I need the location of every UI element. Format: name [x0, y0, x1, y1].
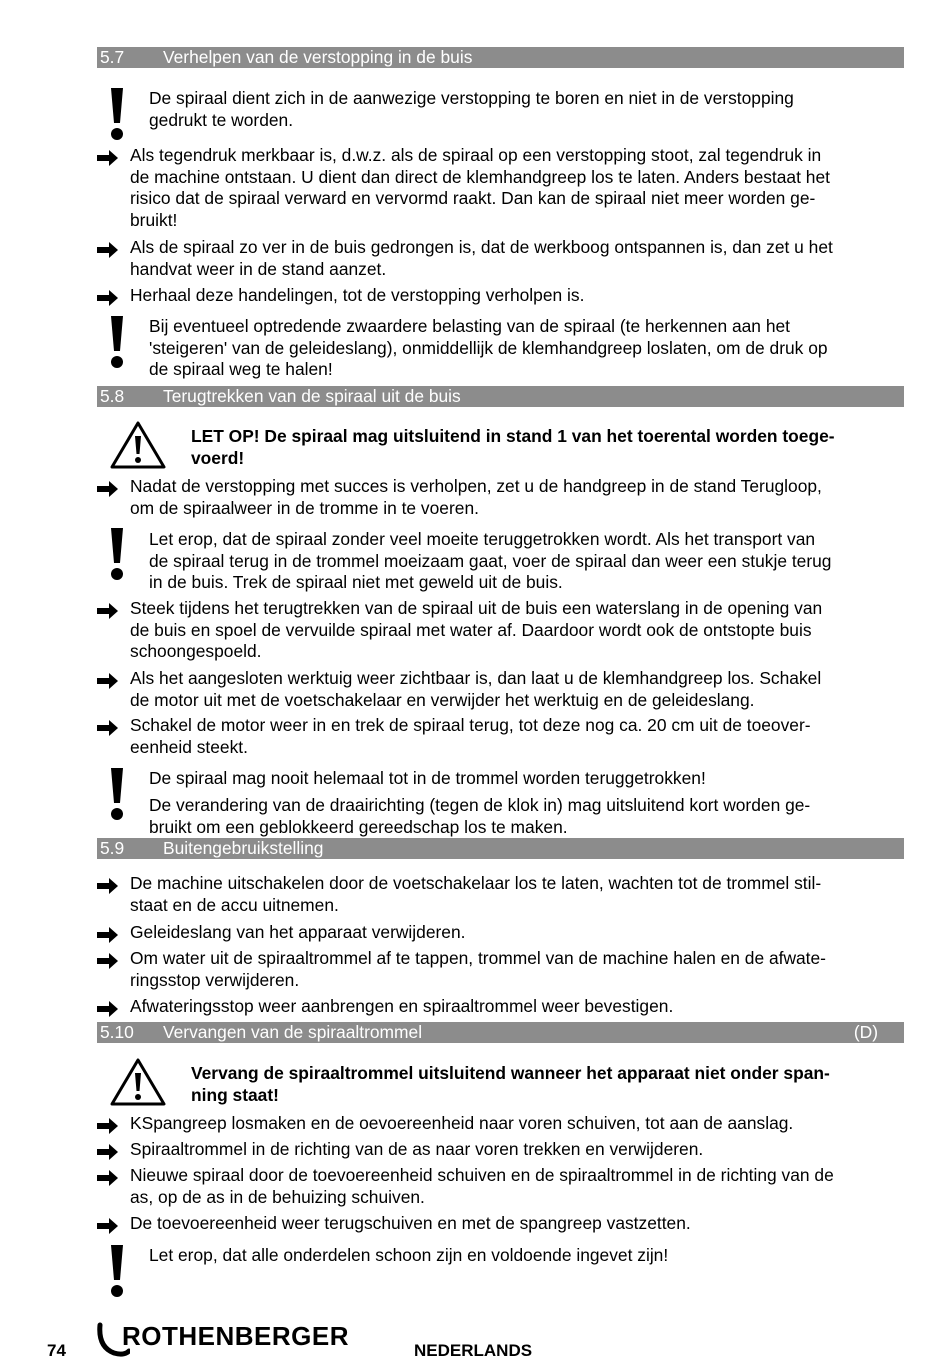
text-line: bruikt om een geblokkeerd gereedschap los te maken.	[149, 816, 568, 837]
brand-logo	[96, 1321, 350, 1357]
arrow-right-icon	[97, 719, 119, 737]
arrow-right-icon	[97, 1143, 119, 1161]
text-line: Schakel de motor weer in en trek de spiraal terug, tot deze nog ca. 20 cm uit de toeover-	[130, 715, 811, 735]
text-line: De toevoereenheid weer terugschuiven en met de spangreep vastzetten.	[130, 1213, 691, 1233]
text-line: eenheid steekt.	[130, 736, 248, 757]
text-line: De verandering van de draairichting (tegen de klok in) mag uitsluitend kort worden ge-	[149, 795, 811, 815]
section-number: 5.7	[100, 47, 125, 67]
arrow-right-icon	[97, 241, 119, 259]
arrow-right-icon	[97, 1217, 119, 1235]
arrow-right-icon	[97, 952, 119, 970]
text-line: De machine uitschakelen door de voetschakelaar los te laten, wachten tot de trommel stil-	[130, 873, 822, 893]
text-line: Let erop, dat alle onderdelen schoon zijn en voldoende ingevet zijn!	[149, 1245, 669, 1265]
arrow-right-icon	[97, 1000, 119, 1018]
text-line: LET OP! De spiraal mag uitsluitend in stand 1 van het toerental worden toege-	[191, 426, 835, 446]
arrow-right-icon	[97, 480, 119, 498]
note-text	[149, 316, 901, 381]
text-line: voerd!	[191, 447, 245, 468]
exclamation-icon	[108, 88, 126, 142]
text-line: handvat weer in de stand aanzet.	[130, 258, 387, 279]
text-line: bruikt!	[130, 209, 178, 230]
text-line: de spiraal terug in de trommel moeizaam gaat, voer de spiraal dan weer een stukje terug	[149, 550, 832, 571]
text-line: Vervang de spiraaltrommel uitsluitend wanneer het apparaat niet onder span-	[191, 1063, 830, 1083]
step-text	[130, 476, 900, 519]
text-line: schoongespoeld.	[130, 641, 262, 661]
text-line: Geleideslang van het apparaat verwijderen.	[130, 922, 466, 942]
text-line: ringsstop verwijderen.	[130, 969, 300, 990]
text-line: Let erop, dat de spiraal zonder veel moeite teruggetrokken wordt. Als het transport van	[149, 529, 816, 549]
exclamation-icon	[108, 528, 126, 582]
section-number: 5.8	[100, 386, 125, 406]
text-line: De spiraal mag nooit helemaal tot in de trommel worden teruggetrokken!	[149, 768, 706, 788]
warning-triangle-icon	[109, 420, 167, 470]
text-line: Herhaal deze handelingen, tot de verstopping verholpen is.	[130, 285, 585, 305]
arrow-right-icon	[97, 1169, 119, 1187]
text-line: Als tegendruk merkbaar is, d.w.z. als de spiraal op een verstopping stoot, zal tegendruk in	[130, 145, 822, 165]
step-text	[130, 285, 900, 307]
arrow-right-icon	[97, 1117, 119, 1135]
text-line: de spiraal weg te halen!	[149, 359, 333, 379]
step-text	[130, 598, 900, 663]
exclamation-icon	[108, 316, 126, 370]
text-line: om de spiraalweer in de tromme in te voeren.	[130, 497, 479, 518]
text-line: KSpangreep losmaken en de oevoereenheid naar voren schuiven, tot aan de aanslag.	[130, 1113, 794, 1133]
step-text	[130, 996, 900, 1018]
text-line: gedrukt te worden.	[149, 109, 294, 130]
section-title: Terugtrekken van de spiraal uit de buis	[163, 386, 461, 406]
brand-name: ROTHENBERGER	[122, 1321, 350, 1351]
arrow-right-icon	[97, 926, 119, 944]
section-header-5-7	[97, 47, 904, 68]
text-line: de machine ontstaan. U dient dan direct de klemhandgreep los te laten. Anders bestaat het	[130, 166, 830, 187]
text-line: as, op de as in de behuizing schuiven.	[130, 1186, 425, 1207]
step-text	[130, 1139, 900, 1161]
section-number: 5.9	[100, 838, 125, 858]
note-text	[149, 88, 901, 131]
text-line: De spiraal dient zich in de aanwezige verstopping te boren en niet in de verstopping	[149, 88, 794, 108]
note-text	[149, 529, 901, 594]
text-line: ning staat!	[191, 1084, 279, 1105]
text-line: Om water uit de spiraaltrommel af te tappen, trommel van de machine halen en de afwate-	[130, 948, 826, 968]
step-text	[130, 1113, 900, 1135]
language-label: NEDERLANDS	[414, 1341, 533, 1360]
warning-triangle-icon	[109, 1057, 167, 1107]
section-title: Vervangen van de spiraaltrommel	[163, 1022, 423, 1042]
text-line: Steek tijdens het terugtrekken van de spiraal uit de buis een waterslang in de opening van	[130, 598, 823, 618]
text-line: Als het aangesloten werktuig weer zichtbaar is, dan laat u de klemhandgreep los. Schakel	[130, 668, 822, 688]
text-line: staat en de accu uitnemen.	[130, 894, 339, 915]
text-line: 'steigeren' van de geleideslang), onmiddellijk de klemhandgreep loslaten, om de druk op	[149, 337, 828, 358]
text-line: Afwateringsstop weer aanbrengen en spiraaltrommel weer bevestigen.	[130, 996, 674, 1016]
text-line: de motor uit met de voetschakelaar en verwijder het werktuig en de geleideslang.	[130, 689, 755, 710]
arrow-right-icon	[97, 672, 119, 690]
step-text	[130, 668, 900, 711]
warning-text	[191, 1063, 901, 1106]
section-tag: (D)	[853, 1022, 878, 1042]
text-line: Bij eventueel optredende zwaardere belasting van de spiraal (te herkennen aan het	[149, 316, 790, 336]
page-number: 74	[47, 1341, 66, 1360]
exclamation-icon	[108, 768, 126, 822]
section-header-5-9	[97, 838, 904, 859]
text-line: Nadat de verstopping met succes is verholpen, zet u de handgreep in de stand Terugloop,	[130, 476, 822, 496]
text-line: Spiraaltrommel in de richting van de as naar voren trekken en verwijderen.	[130, 1139, 704, 1159]
arrow-right-icon	[97, 149, 119, 167]
note-text	[149, 795, 901, 838]
step-text	[130, 715, 900, 758]
text-line: de buis en spoel de vervuilde spiraal met water af. Daardoor wordt ook de ontstopte buis	[130, 619, 812, 640]
arrow-right-icon	[97, 289, 119, 307]
text-line: Als de spiraal zo ver in de buis gedrongen is, dat de werkboog ontspannen is, dan zet u het	[130, 237, 833, 257]
section-number: 5.10	[100, 1022, 134, 1042]
step-text	[130, 145, 900, 231]
note-text	[149, 1245, 901, 1267]
exclamation-icon	[108, 1245, 126, 1299]
text-line: in de buis. Trek de spiraal niet met geweld uit de buis.	[149, 572, 563, 592]
section-title: Buitengebruikstelling	[163, 838, 324, 858]
step-text	[130, 1213, 900, 1235]
step-text	[130, 237, 900, 280]
step-text	[130, 1165, 900, 1208]
step-text	[130, 873, 900, 916]
section-title: Verhelpen van de verstopping in de buis	[163, 47, 473, 67]
section-header-5-10	[97, 1022, 904, 1043]
arrow-right-icon	[97, 602, 119, 620]
arrow-right-icon	[97, 877, 119, 895]
step-text	[130, 922, 900, 944]
text-line: Nieuwe spiraal door de toevoereenheid schuiven en de spiraaltrommel in de richting van de	[130, 1165, 834, 1185]
section-header-5-8	[97, 386, 904, 407]
step-text	[130, 948, 900, 991]
note-text	[149, 768, 901, 790]
text-line: risico dat de spiraal verward en vervormd raakt. Dan kan de spiraal niet meer worden ge-	[130, 188, 816, 208]
warning-text	[191, 426, 901, 469]
